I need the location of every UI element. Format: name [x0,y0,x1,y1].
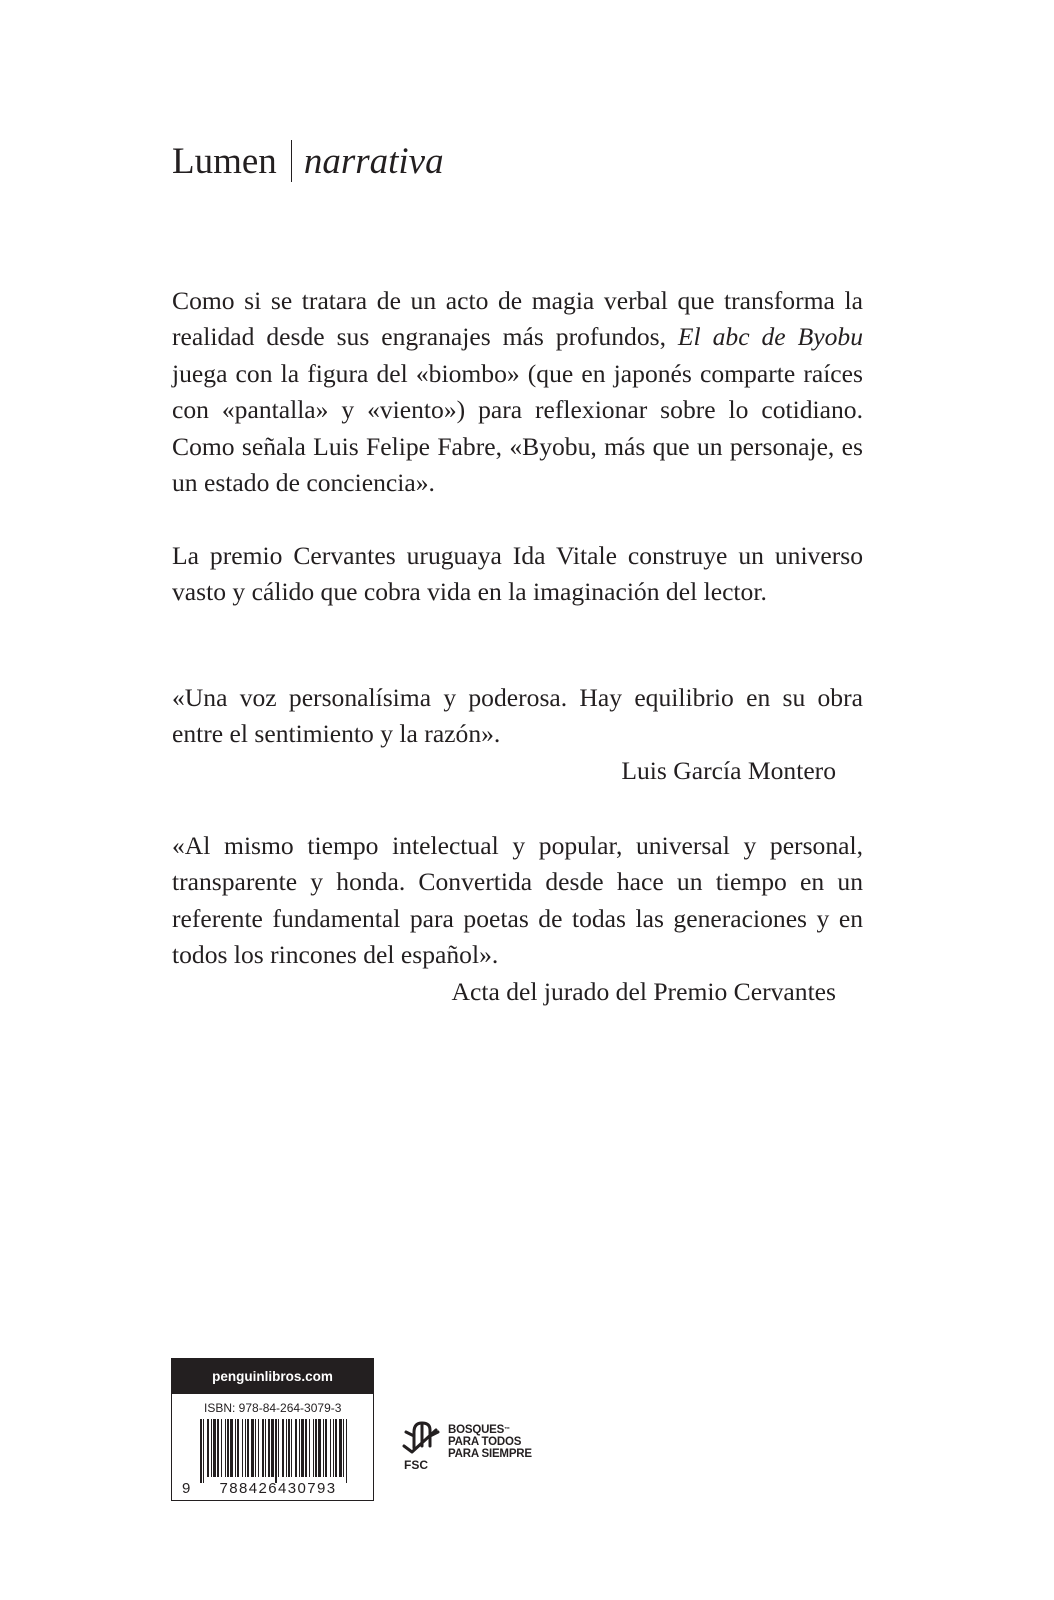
fsc-label: FSC [404,1458,428,1472]
blurb-text-before-title: Como si se tratara de un acto de magia verbal que transforma la realidad desde sus engranajes más profundos, [172,286,863,352]
blurb-text-after-title: juega con la figura del «biombo» (que en japonés comparte raíces con «pantalla» y «viento») para reflexionar sobre lo cotidiano. Como señala Luis Felipe Fabre, «Byobu, más que un personaje, es un estado de conciencia». [172,358,863,498]
blurb-text-2: La premio Cervantes uruguaya Ida Vitale construye un universo vasto y cálido que cobra vida en la imaginación del lector. [172,541,863,607]
publisher-imprint [172,140,444,184]
publisher-name: Lumen [172,141,277,182]
isbn-number: ISBN: 978-84-264-3079-3 [204,1401,342,1415]
barcode-digits: 788426430793 [219,1480,337,1497]
review-quote-2 [172,828,863,1010]
collection-name: narrativa [303,141,444,182]
blurb-paragraph-2 [172,538,863,611]
book-title: El abc de Byobu [677,322,863,352]
imprint-divider [291,140,292,182]
blurb-paragraph-1 [172,283,863,501]
fsc-slogan [448,1424,532,1460]
barcode-icon [200,1419,350,1483]
quote-source: Acta del jurado del Premio Cervantes [451,976,836,1006]
trademark-symbol: ™ [504,1427,510,1433]
fsc-slogan-line-2: PARA TODOS [448,1436,522,1448]
review-quote-1 [172,680,863,789]
fsc-slogan-line-1: BOSQUES [448,1424,505,1436]
fsc-slogan-line-3: PARA SIEMPRE [448,1448,532,1460]
fsc-logo [398,1416,548,1476]
fsc-tree-icon [400,1418,442,1458]
publisher-website: penguinlibros.com [172,1359,373,1394]
quote-source: Luis García Montero [621,755,836,785]
barcode-block [171,1358,374,1501]
quote-text: «Una voz personalísima y poderosa. Hay equilibrio en su obra entre el sentimiento y la razón». [172,683,863,749]
quote-text: «Al mismo tiempo intelectual y popular, universal y personal, transparente y honda. Convertida desde hace un tiempo en un referente fundamental para poetas de todas las generaciones y en todos los rincones del español». [172,831,863,970]
barcode-first-digit: 9 [182,1480,191,1497]
